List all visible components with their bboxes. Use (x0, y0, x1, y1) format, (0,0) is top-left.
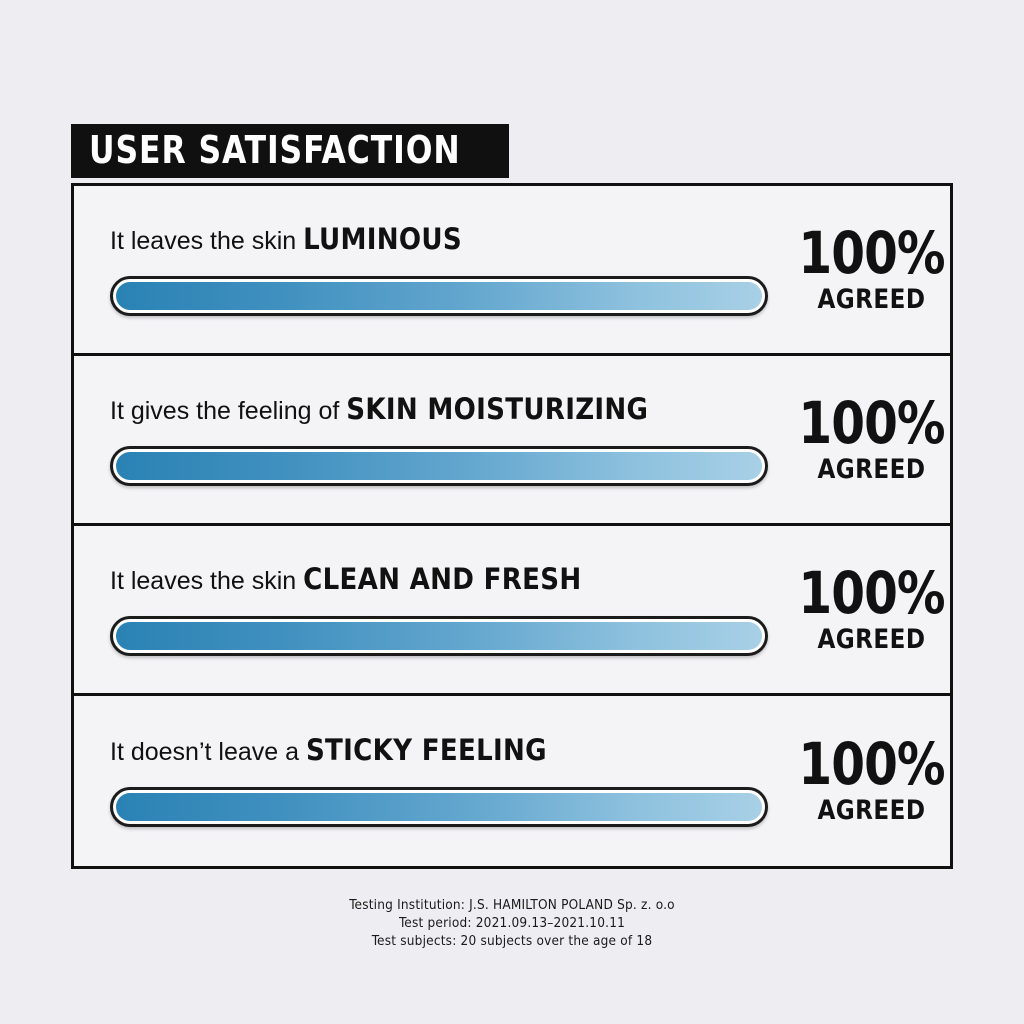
score-label: AGREED (817, 283, 926, 315)
progress-bar-track (110, 276, 768, 316)
page-title: USER SATISFACTION (89, 128, 461, 172)
row-score (778, 558, 983, 655)
progress-bar-fill (116, 622, 762, 650)
footnotes (0, 896, 1024, 950)
progress-bar-track (110, 616, 768, 656)
row-content (74, 561, 778, 656)
footnote-subjects: Test subjects: 20 subjects over the age of 18 (371, 933, 653, 949)
progress-bar-fill (116, 452, 762, 480)
satisfaction-table (71, 183, 953, 869)
progress-bar-track (110, 446, 768, 486)
row-score (778, 730, 983, 826)
score-label: AGREED (817, 795, 926, 826)
page-title-banner (71, 124, 509, 178)
row-score (778, 388, 983, 485)
progress-bar-fill (116, 282, 762, 310)
row-score (778, 218, 983, 315)
score-percent: 100% (798, 388, 945, 457)
table-row (74, 696, 950, 866)
progress-bar-track (110, 787, 768, 827)
statement-highlight: LUMINOUS (303, 221, 462, 256)
row-content (74, 391, 778, 486)
statement (110, 221, 768, 256)
statement (110, 391, 768, 426)
score-percent: 100% (798, 730, 945, 798)
statement (110, 735, 768, 767)
statement-highlight: CLEAN AND FRESH (303, 561, 582, 596)
statement-lead: It gives the feeling of (110, 396, 347, 425)
statement-lead: It leaves the skin (110, 566, 304, 595)
statement-lead: It leaves the skin (110, 226, 304, 255)
statement-highlight: STICKY FEELING (305, 733, 547, 767)
table-row (74, 356, 950, 526)
statement-lead: It doesn’t leave a (110, 738, 306, 766)
table-row (74, 526, 950, 696)
table-row (74, 186, 950, 356)
row-content (74, 221, 778, 316)
score-percent: 100% (798, 558, 945, 627)
score-label: AGREED (817, 623, 926, 655)
row-content (74, 735, 778, 827)
progress-bar-fill (116, 793, 762, 821)
score-percent: 100% (798, 218, 945, 287)
statement-highlight: SKIN MOISTURIZING (346, 391, 649, 426)
statement (110, 561, 768, 596)
footnote-period: Test period: 2021.09.13–2021.10.11 (398, 915, 626, 931)
score-label: AGREED (817, 453, 926, 485)
footnote-institution: Testing Institution: J.S. HAMILTON POLAND Sp. z. o.o (349, 897, 675, 913)
